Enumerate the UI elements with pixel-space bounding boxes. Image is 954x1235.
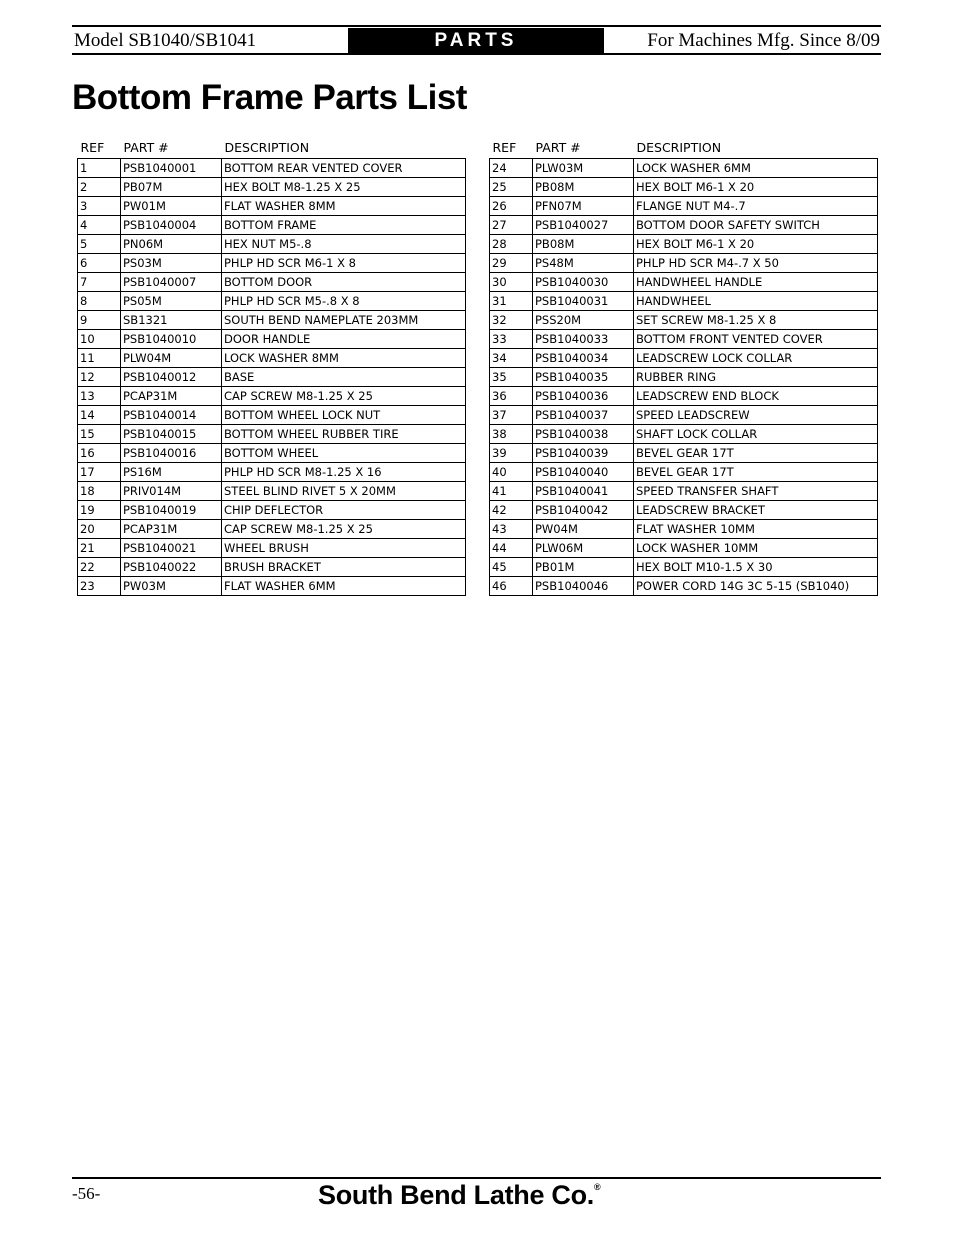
table-header-row	[490, 136, 878, 159]
cell-ref: 26	[490, 197, 533, 216]
cell-description: DOOR HANDLE	[222, 330, 466, 349]
cell-part-number: PW01M	[121, 197, 222, 216]
cell-part-number: PSB1040036	[533, 387, 634, 406]
table-row	[78, 406, 466, 425]
cell-description: FLAT WASHER 6MM	[222, 577, 466, 596]
table-row	[78, 197, 466, 216]
table-row	[490, 444, 878, 463]
cell-description: CAP SCREW M8-1.25 X 25	[222, 387, 466, 406]
cell-description: WHEEL BRUSH	[222, 539, 466, 558]
cell-description: SPEED LEADSCREW	[634, 406, 878, 425]
page-number: -56-	[72, 1184, 101, 1203]
cell-ref: 11	[78, 349, 121, 368]
cell-ref: 19	[78, 501, 121, 520]
cell-ref: 6	[78, 254, 121, 273]
cell-ref: 2	[78, 178, 121, 197]
table-row	[490, 235, 878, 254]
cell-part-number: PSB1040031	[533, 292, 634, 311]
cell-ref: 10	[78, 330, 121, 349]
table-row	[490, 406, 878, 425]
cell-ref: 39	[490, 444, 533, 463]
cell-ref: 12	[78, 368, 121, 387]
cell-ref: 36	[490, 387, 533, 406]
cell-part-number: PSB1040033	[533, 330, 634, 349]
table-row	[490, 539, 878, 558]
cell-description: LOCK WASHER 10MM	[634, 539, 878, 558]
cell-description: LOCK WASHER 6MM	[634, 159, 878, 178]
cell-description: HEX BOLT M6-1 X 20	[634, 235, 878, 254]
cell-ref: 14	[78, 406, 121, 425]
cell-part-number: PB08M	[533, 178, 634, 197]
cell-part-number: PFN07M	[533, 197, 634, 216]
cell-part-number: PSB1040042	[533, 501, 634, 520]
page-title: Bottom Frame Parts List	[72, 78, 467, 117]
cell-description: HEX NUT M5-.8	[222, 235, 466, 254]
cell-part-number: PSB1040015	[121, 425, 222, 444]
cell-description: HEX BOLT M10-1.5 X 30	[634, 558, 878, 577]
cell-description: LOCK WASHER 8MM	[222, 349, 466, 368]
cell-ref: 46	[490, 577, 533, 596]
table-row	[78, 311, 466, 330]
cell-description: LEADSCREW END BLOCK	[634, 387, 878, 406]
cell-description: PHLP HD SCR M4-.7 X 50	[634, 254, 878, 273]
cell-ref: 37	[490, 406, 533, 425]
cell-part-number: PS16M	[121, 463, 222, 482]
cell-ref: 13	[78, 387, 121, 406]
cell-ref: 43	[490, 520, 533, 539]
table-row	[490, 501, 878, 520]
cell-part-number: SB1321	[121, 311, 222, 330]
table-row	[490, 577, 878, 596]
cell-part-number: PB01M	[533, 558, 634, 577]
cell-description: FLAT WASHER 10MM	[634, 520, 878, 539]
table-row	[78, 349, 466, 368]
table-row	[78, 254, 466, 273]
cell-ref: 20	[78, 520, 121, 539]
cell-ref: 22	[78, 558, 121, 577]
cell-description: STEEL BLIND RIVET 5 X 20MM	[222, 482, 466, 501]
table-row	[490, 463, 878, 482]
cell-part-number: PSB1040016	[121, 444, 222, 463]
cell-ref: 4	[78, 216, 121, 235]
cell-description: BOTTOM WHEEL RUBBER TIRE	[222, 425, 466, 444]
cell-description: CAP SCREW M8-1.25 X 25	[222, 520, 466, 539]
cell-ref: 40	[490, 463, 533, 482]
parts-table-right	[489, 136, 877, 596]
cell-description: PHLP HD SCR M6-1 X 8	[222, 254, 466, 273]
table-row	[78, 558, 466, 577]
cell-description: BEVEL GEAR 17T	[634, 463, 878, 482]
cell-ref: 7	[78, 273, 121, 292]
cell-part-number: PRIV014M	[121, 482, 222, 501]
table-header-row	[78, 136, 466, 159]
cell-description: BOTTOM REAR VENTED COVER	[222, 159, 466, 178]
cell-ref: 29	[490, 254, 533, 273]
table-row	[78, 273, 466, 292]
parts-table	[77, 136, 466, 596]
cell-part-number: PCAP31M	[121, 520, 222, 539]
table-row	[78, 501, 466, 520]
cell-part-number: PSB1040046	[533, 577, 634, 596]
cell-description: HANDWHEEL HANDLE	[634, 273, 878, 292]
cell-ref: 15	[78, 425, 121, 444]
cell-part-number: PSB1040041	[533, 482, 634, 501]
cell-description: FLAT WASHER 8MM	[222, 197, 466, 216]
table-row	[490, 216, 878, 235]
cell-part-number: PSB1040004	[121, 216, 222, 235]
table-row	[490, 368, 878, 387]
table-row	[490, 520, 878, 539]
footer-rule	[72, 1177, 881, 1179]
cell-part-number: PSB1040040	[533, 463, 634, 482]
cell-ref: 24	[490, 159, 533, 178]
cell-description: BOTTOM WHEEL	[222, 444, 466, 463]
cell-part-number: PB08M	[533, 235, 634, 254]
cell-part-number: PSB1040001	[121, 159, 222, 178]
cell-description: BOTTOM DOOR	[222, 273, 466, 292]
cell-part-number: PSB1040014	[121, 406, 222, 425]
column-header-ref: REF	[492, 139, 517, 155]
cell-part-number: PSB1040035	[533, 368, 634, 387]
table-row	[490, 273, 878, 292]
table-row	[490, 254, 878, 273]
table-row	[78, 425, 466, 444]
table-row	[78, 444, 466, 463]
table-row	[78, 235, 466, 254]
cell-part-number: PSB1040007	[121, 273, 222, 292]
cell-ref: 16	[78, 444, 121, 463]
table-row	[490, 292, 878, 311]
cell-part-number: PS05M	[121, 292, 222, 311]
cell-part-number: PLW06M	[533, 539, 634, 558]
cell-ref: 25	[490, 178, 533, 197]
cell-description: SHAFT LOCK COLLAR	[634, 425, 878, 444]
cell-ref: 45	[490, 558, 533, 577]
cell-description: LEADSCREW LOCK COLLAR	[634, 349, 878, 368]
cell-part-number: PN06M	[121, 235, 222, 254]
cell-description: RUBBER RING	[634, 368, 878, 387]
table-row	[78, 577, 466, 596]
cell-description: SET SCREW M8-1.25 X 8	[634, 311, 878, 330]
cell-description: HEX BOLT M8-1.25 X 25	[222, 178, 466, 197]
cell-description: BOTTOM FRONT VENTED COVER	[634, 330, 878, 349]
cell-part-number: PSB1040021	[121, 539, 222, 558]
table-body	[78, 159, 466, 596]
cell-part-number: PSB1040027	[533, 216, 634, 235]
cell-ref: 1	[78, 159, 121, 178]
cell-part-number: PSB1040039	[533, 444, 634, 463]
cell-part-number: PB07M	[121, 178, 222, 197]
table-row	[78, 387, 466, 406]
cell-ref: 23	[78, 577, 121, 596]
table-row	[78, 178, 466, 197]
cell-part-number: PCAP31M	[121, 387, 222, 406]
cell-description: FLANGE NUT M4-.7	[634, 197, 878, 216]
brand-logo	[318, 1180, 600, 1211]
table-row	[78, 216, 466, 235]
column-header-part: PART #	[535, 139, 581, 155]
cell-description: CHIP DEFLECTOR	[222, 501, 466, 520]
registered-mark: ®	[593, 1182, 601, 1192]
table-row	[78, 520, 466, 539]
cell-description: SPEED TRANSFER SHAFT	[634, 482, 878, 501]
cell-ref: 17	[78, 463, 121, 482]
cell-part-number: PSB1040037	[533, 406, 634, 425]
cell-description: BOTTOM WHEEL LOCK NUT	[222, 406, 466, 425]
cell-ref: 30	[490, 273, 533, 292]
header-section-badge: PARTS	[348, 28, 604, 53]
cell-description: SOUTH BEND NAMEPLATE 203MM	[222, 311, 466, 330]
table-row	[78, 463, 466, 482]
header-rule-top	[72, 25, 881, 27]
column-header-description: DESCRIPTION	[224, 139, 310, 155]
cell-ref: 8	[78, 292, 121, 311]
table-row	[490, 178, 878, 197]
parts-table	[489, 136, 878, 596]
table-row	[490, 558, 878, 577]
table-row	[490, 330, 878, 349]
cell-part-number: PSB1040030	[533, 273, 634, 292]
cell-part-number: PLW03M	[533, 159, 634, 178]
cell-ref: 5	[78, 235, 121, 254]
table-body	[490, 159, 878, 596]
cell-description: POWER CORD 14G 3C 5-15 (SB1040)	[634, 577, 878, 596]
cell-part-number: PSB1040010	[121, 330, 222, 349]
table-row	[490, 349, 878, 368]
table-row	[78, 482, 466, 501]
cell-part-number: PSB1040022	[121, 558, 222, 577]
cell-ref: 44	[490, 539, 533, 558]
table-row	[78, 368, 466, 387]
table-row	[78, 330, 466, 349]
table-row	[490, 159, 878, 178]
table-row	[490, 482, 878, 501]
table-row	[78, 159, 466, 178]
table-row	[490, 387, 878, 406]
cell-ref: 31	[490, 292, 533, 311]
cell-ref: 38	[490, 425, 533, 444]
table-row	[490, 311, 878, 330]
parts-table-left	[77, 136, 465, 596]
cell-description: LEADSCREW BRACKET	[634, 501, 878, 520]
brand-name: South Bend Lathe Co.	[318, 1180, 594, 1210]
cell-ref: 32	[490, 311, 533, 330]
cell-ref: 9	[78, 311, 121, 330]
cell-part-number: PSS20M	[533, 311, 634, 330]
cell-description: PHLP HD SCR M5-.8 X 8	[222, 292, 466, 311]
cell-ref: 3	[78, 197, 121, 216]
table-row	[78, 539, 466, 558]
cell-part-number: PW03M	[121, 577, 222, 596]
cell-ref: 21	[78, 539, 121, 558]
cell-part-number: PS48M	[533, 254, 634, 273]
header-rule-bottom	[72, 53, 881, 55]
cell-ref: 27	[490, 216, 533, 235]
cell-description: BOTTOM DOOR SAFETY SWITCH	[634, 216, 878, 235]
table-row	[490, 197, 878, 216]
cell-part-number: PSB1040019	[121, 501, 222, 520]
header-since: For Machines Mfg. Since 8/09	[647, 30, 880, 51]
cell-ref: 34	[490, 349, 533, 368]
cell-ref: 35	[490, 368, 533, 387]
cell-part-number: PSB1040012	[121, 368, 222, 387]
cell-description: BEVEL GEAR 17T	[634, 444, 878, 463]
cell-ref: 18	[78, 482, 121, 501]
cell-part-number: PSB1040038	[533, 425, 634, 444]
cell-ref: 42	[490, 501, 533, 520]
cell-description: BASE	[222, 368, 466, 387]
cell-part-number: PS03M	[121, 254, 222, 273]
cell-part-number: PLW04M	[121, 349, 222, 368]
cell-description: BRUSH BRACKET	[222, 558, 466, 577]
cell-description: PHLP HD SCR M8-1.25 X 16	[222, 463, 466, 482]
table-row	[78, 292, 466, 311]
table-row	[490, 425, 878, 444]
cell-description: BOTTOM FRAME	[222, 216, 466, 235]
cell-part-number: PW04M	[533, 520, 634, 539]
column-header-ref: REF	[80, 139, 105, 155]
cell-description: HANDWHEEL	[634, 292, 878, 311]
header-model: Model SB1040/SB1041	[74, 30, 257, 51]
cell-part-number: PSB1040034	[533, 349, 634, 368]
cell-description: HEX BOLT M6-1 X 20	[634, 178, 878, 197]
column-header-part: PART #	[123, 139, 169, 155]
column-header-description: DESCRIPTION	[636, 139, 722, 155]
cell-ref: 33	[490, 330, 533, 349]
cell-ref: 41	[490, 482, 533, 501]
cell-ref: 28	[490, 235, 533, 254]
